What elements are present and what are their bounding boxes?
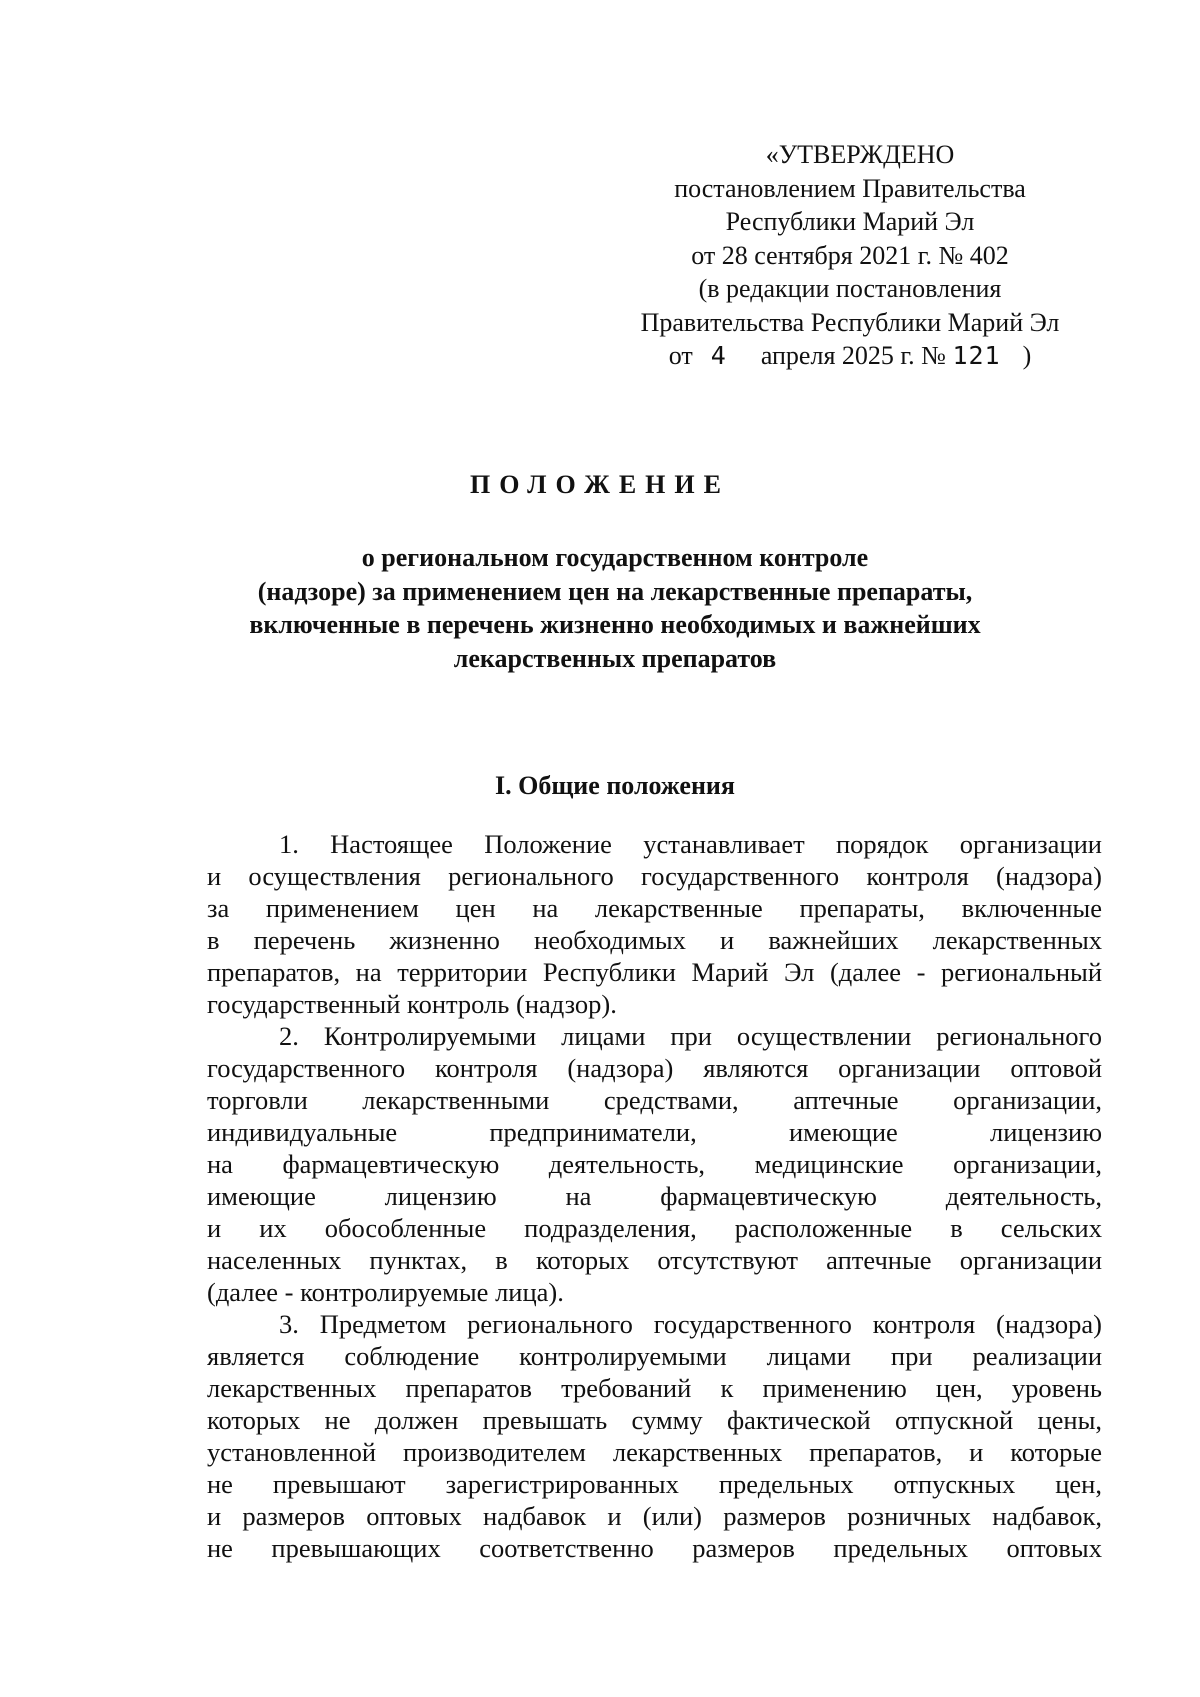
- amendment-date-line: [600, 339, 1100, 373]
- paragraph-1-line: в перечень жизненно необходимых и важнейших лекарственных: [207, 925, 1102, 955]
- paragraph-2-line: (далее - контролируемые лица).: [207, 1277, 564, 1307]
- subtitle-line: (надзоре) за применением цен на лекарственные препараты,: [257, 576, 973, 606]
- date-suffix: ): [1022, 341, 1032, 370]
- paragraph-2-line: торговли лекарственными средствами, аптечные организации,: [207, 1085, 1102, 1115]
- paragraph-2-line: населенных пунктах, в которых отсутствуют аптечные организации: [207, 1245, 1102, 1275]
- subtitle-line: о региональном государственном контроле: [361, 543, 869, 572]
- subtitle-line: включенные в перечень жизненно необходимых и важнейших: [249, 610, 981, 639]
- paragraph-3-line: 3. Предметом регионального государственного контроля (надзора): [279, 1309, 1102, 1339]
- paragraph-3-line: является соблюдение контролируемыми лицами при реализации: [207, 1341, 1102, 1371]
- document-title: ПОЛОЖЕНИЕ: [470, 470, 730, 499]
- paragraph-3-line: установленной производителем лекарственных препаратов, и которые: [207, 1437, 1102, 1467]
- section-heading: I. Общие положения: [495, 771, 735, 800]
- paragraph-3-line: не превышающих соответственно размеров предельных оптовых: [207, 1533, 1102, 1563]
- paragraph-2-line: и их обособленные подразделения, расположенные в сельских: [207, 1213, 1102, 1243]
- paragraph-3-line: не превышают зарегистрированных предельных отпускных цен,: [207, 1469, 1102, 1499]
- approval-line: Республики Марий Эл: [725, 207, 975, 236]
- paragraph-3-line: и размеров оптовых надбавок и (или) размеров розничных надбавок,: [207, 1501, 1102, 1531]
- document-subtitle: [200, 541, 1030, 675]
- paragraph-2-line: индивидуальные предприниматели, имеющие лицензию: [207, 1117, 1102, 1147]
- paragraph-2-line: государственного контроля (надзора) являются организации оптовой: [207, 1053, 1102, 1083]
- date-prefix: от: [668, 341, 693, 370]
- paragraph-2-line: 2. Контролируемыми лицами при осуществлении регионального: [279, 1021, 1102, 1051]
- paragraph-1-line: и осуществления регионального государственного контроля (надзора): [207, 861, 1102, 891]
- paragraph-1-line: за применением цен на лекарственные препараты, включенные: [207, 893, 1102, 923]
- date-middle: апреля 2025 г. №: [760, 341, 946, 370]
- subtitle-line: лекарственных препаратов: [453, 643, 777, 673]
- approval-line: Правительства Республики Марий Эл: [640, 307, 1060, 337]
- paragraph-2-line: имеющие лицензию на фармацевтическую деятельность,: [207, 1181, 1102, 1211]
- paragraph-1-line: государственный контроль (надзор).: [207, 989, 617, 1019]
- approval-block: [600, 138, 1100, 373]
- approval-line: постановлением Правительства: [674, 173, 1026, 203]
- paragraph-1-line: препаратов, на территории Республики Марий Эл (далее - региональный: [207, 957, 1102, 987]
- approval-line: (в редакции постановления: [698, 274, 1002, 303]
- approval-line: от 28 сентября 2021 г. № 402: [691, 240, 1009, 270]
- paragraph-3-line: лекарственных препаратов требований к применению цен, уровень: [207, 1373, 1102, 1403]
- date-day: 4: [710, 341, 727, 370]
- document-body: [207, 828, 1102, 1564]
- paragraph-2-line: на фармацевтическую деятельность, медицинские организации,: [207, 1149, 1102, 1179]
- paragraph-3-line: которых не должен превышать сумму фактической отпускной цены,: [207, 1405, 1102, 1435]
- date-number: 121: [952, 341, 1001, 370]
- approval-line: «УТВЕРЖДЕНО: [765, 140, 955, 169]
- paragraph-1-line: 1. Настоящее Положение устанавливает порядок организации: [279, 829, 1102, 859]
